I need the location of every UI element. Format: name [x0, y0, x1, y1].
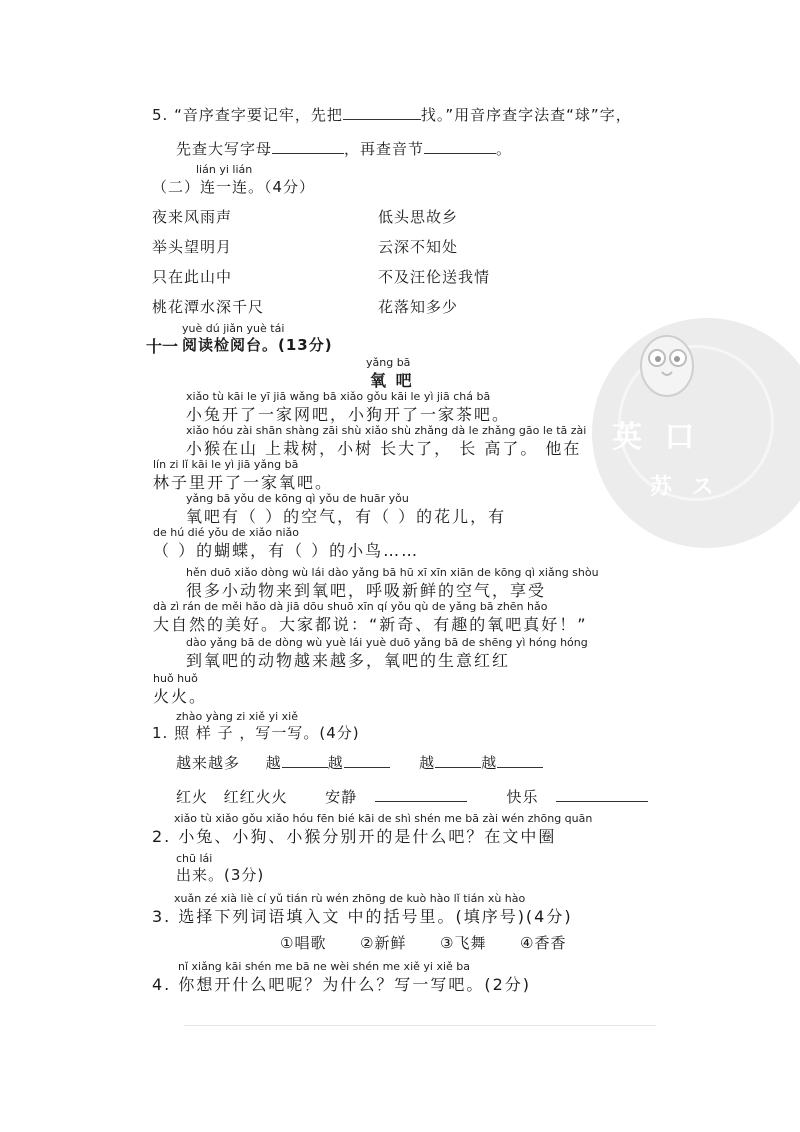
- sq1-blank-4[interactable]: [497, 767, 543, 768]
- sq1-title: 照 样 子 ，写一写。(4分): [174, 724, 360, 742]
- q5-blank-3[interactable]: [424, 153, 496, 154]
- sq3-line: [152, 904, 573, 927]
- sq2-line: [152, 824, 556, 847]
- story-line-6-pinyin: hěn duō xiǎo dòng wù lái dào yǎng bā hū xī xīn xiān de kōng qì xiǎng shòu: [186, 566, 599, 579]
- sq1-row2-b: 红红火火: [223, 788, 288, 806]
- sq4-text: 你想开什么吧呢？为什么？写一写吧。(2分): [178, 975, 532, 994]
- sq1-blank-3[interactable]: [435, 767, 481, 768]
- owl-mascot-icon: [632, 318, 702, 408]
- sq2-pinyin: xiǎo tù xiǎo gǒu xiǎo hóu fēn bié kāi de shì shén me bā zài wén zhōng quān: [174, 812, 593, 825]
- bottom-divider: [184, 1025, 656, 1026]
- story-line-4-pinyin: yǎng bā yǒu de kōng qì yǒu de huār yǒu: [186, 492, 409, 505]
- q5-line1: [152, 104, 632, 125]
- story-line-6: 很多小动物来到氧吧，呼吸新鲜的空气，享受: [186, 581, 547, 600]
- story-line-5-pinyin: de hú dié yǒu de xiǎo niǎo: [153, 526, 299, 539]
- story-line-9: 火火。: [153, 687, 208, 706]
- sq1-blank-6[interactable]: [556, 801, 648, 802]
- q5-blank-1[interactable]: [343, 119, 421, 120]
- sq3-text: 选择下列词语填入文 中的括号里。(填序号)(4分): [178, 907, 573, 926]
- sq4-line: [152, 972, 531, 995]
- sq1-yue-2: 越: [327, 754, 344, 772]
- story-line-8-pinyin: dào yǎng bā de dòng wù yuè lái yuè duō yǎng bā de shēng yì hóng hóng: [186, 636, 588, 649]
- sq1-yue-3: 越: [419, 754, 436, 772]
- story-line-4: 氧吧有（ ）的空气，有（ ）的花儿，有: [186, 507, 507, 526]
- sq4-pinyin: nǐ xiǎng kāi shén me bā ne wèi shén me xiě yi xiě ba: [178, 960, 470, 973]
- sq1-line: [152, 722, 360, 743]
- sq2-text: 小兔、小狗、小猴分别开的是什么吧？在文中圈: [178, 827, 557, 846]
- sq1-pinyin: zhào yàng zi xiě yi xiě: [176, 710, 298, 723]
- story-line-2-pinyin: xiǎo hóu zài shān shàng zāi shù xiǎo shù zhǎng dà le zhǎng gāo le tā zài: [186, 424, 587, 437]
- sq1-yue-1: 越: [265, 754, 282, 772]
- sq1-blank-2[interactable]: [344, 767, 390, 768]
- match-left-2[interactable]: 举头望明月: [152, 238, 233, 256]
- sq3-option-1: ①唱歌: [280, 934, 327, 952]
- q5-text-4: ，再查音节: [344, 140, 425, 158]
- story-line-8: 到氧吧的动物越来越多，氧吧的生意红红: [186, 651, 511, 670]
- q5-blank-2[interactable]: [272, 153, 344, 154]
- q5-text-3: 先查大写字母: [176, 140, 273, 158]
- match-left-1[interactable]: 夜来风雨声: [152, 208, 233, 226]
- watermark-text: 英 口: [612, 420, 701, 455]
- sq1-yue-4: 越: [481, 754, 498, 772]
- q5-number: 5.: [152, 106, 169, 124]
- match-left-4[interactable]: 桃花潭水深千尺: [152, 298, 265, 316]
- s11-pinyin: yuè dú jiǎn yuè tái: [182, 322, 285, 335]
- sq2-text-2: 出来。(3分): [176, 866, 265, 884]
- s11-number: 十一: [146, 337, 179, 356]
- q5-text-5: 。: [496, 140, 513, 158]
- q5-text-2: 找。”用音序查字法查“球”字，: [420, 106, 632, 124]
- q5-text-1: “音序查字要记牢，先把: [174, 106, 343, 124]
- watermark-text-2: 苏 ス: [650, 475, 720, 500]
- story-title-pinyin: yǎng bā: [366, 356, 411, 369]
- match-right-2[interactable]: 云深不知处: [378, 238, 459, 256]
- match-right-1[interactable]: 低头思故乡: [378, 208, 459, 226]
- sq3-option-3: ③飞舞: [440, 934, 487, 952]
- sq1-blank-1[interactable]: [282, 767, 328, 768]
- story-line-3-pinyin: lín zi lǐ kāi le yì jiā yǎng bā: [153, 458, 299, 471]
- story-line-2: 小猴在山 上栽树，小树 长大了， 长 高了。 他在: [186, 439, 582, 458]
- sq1-example: 越来越多: [176, 754, 241, 772]
- sq3-option-2: ②新鲜: [360, 934, 407, 952]
- s2-title: （二）连一连。（4分）: [152, 178, 316, 196]
- sq1-row2-a: 红火: [176, 788, 209, 806]
- sq4-number: 4.: [152, 975, 172, 994]
- story-line-9-pinyin: huǒ huǒ: [153, 672, 198, 685]
- story-title: 氧 吧: [370, 371, 414, 390]
- s2-pinyin: lián yi lián: [196, 163, 253, 176]
- story-line-1: 小兔开了一家网吧，小狗开了一家茶吧。: [186, 405, 511, 424]
- match-left-3[interactable]: 只在此山中: [152, 268, 233, 286]
- story-line-7-pinyin: dà zì rán de měi hǎo dà jiā dōu shuō xīn qí yǒu qù de yǎng bā zhēn hǎo: [153, 600, 548, 613]
- sq1-number: 1.: [152, 724, 169, 742]
- story-line-5: （ ）的蝴蝶，有（ ）的小鸟……: [153, 541, 420, 560]
- story-line-1-pinyin: xiǎo tù kāi le yī jiā wǎng bā xiǎo gǒu kāi le yì jiā chá bā: [186, 390, 491, 403]
- sq3-option-4: ④香香: [520, 934, 567, 952]
- sq1-row2-d: 快乐: [506, 788, 539, 806]
- q5-line2: [176, 138, 512, 159]
- sq2-number: 2.: [152, 827, 172, 846]
- sq3-options: [280, 932, 567, 953]
- sq1-row1: [176, 752, 543, 773]
- match-right-3[interactable]: 不及汪伦送我情: [378, 268, 491, 286]
- s11-title: 阅读检阅台。(13分): [182, 336, 333, 354]
- sq1-row2-c: 安静: [325, 788, 358, 806]
- story-line-3: 林子里开了一家氧吧。: [153, 473, 334, 492]
- story-line-7: 大自然的美好。大家都说：“新奇、有趣的氧吧真好！”: [153, 615, 588, 634]
- sq3-number: 3.: [152, 907, 172, 926]
- match-right-4[interactable]: 花落知多少: [378, 298, 459, 316]
- sq1-row2: [176, 786, 648, 807]
- sq2-pinyin-2: chū lái: [176, 852, 213, 865]
- sq3-pinyin: xuǎn zé xià liè cí yǔ tián rù wén zhōng de kuò hào lǐ tián xù hào: [174, 892, 526, 905]
- sq1-blank-5[interactable]: [375, 801, 467, 802]
